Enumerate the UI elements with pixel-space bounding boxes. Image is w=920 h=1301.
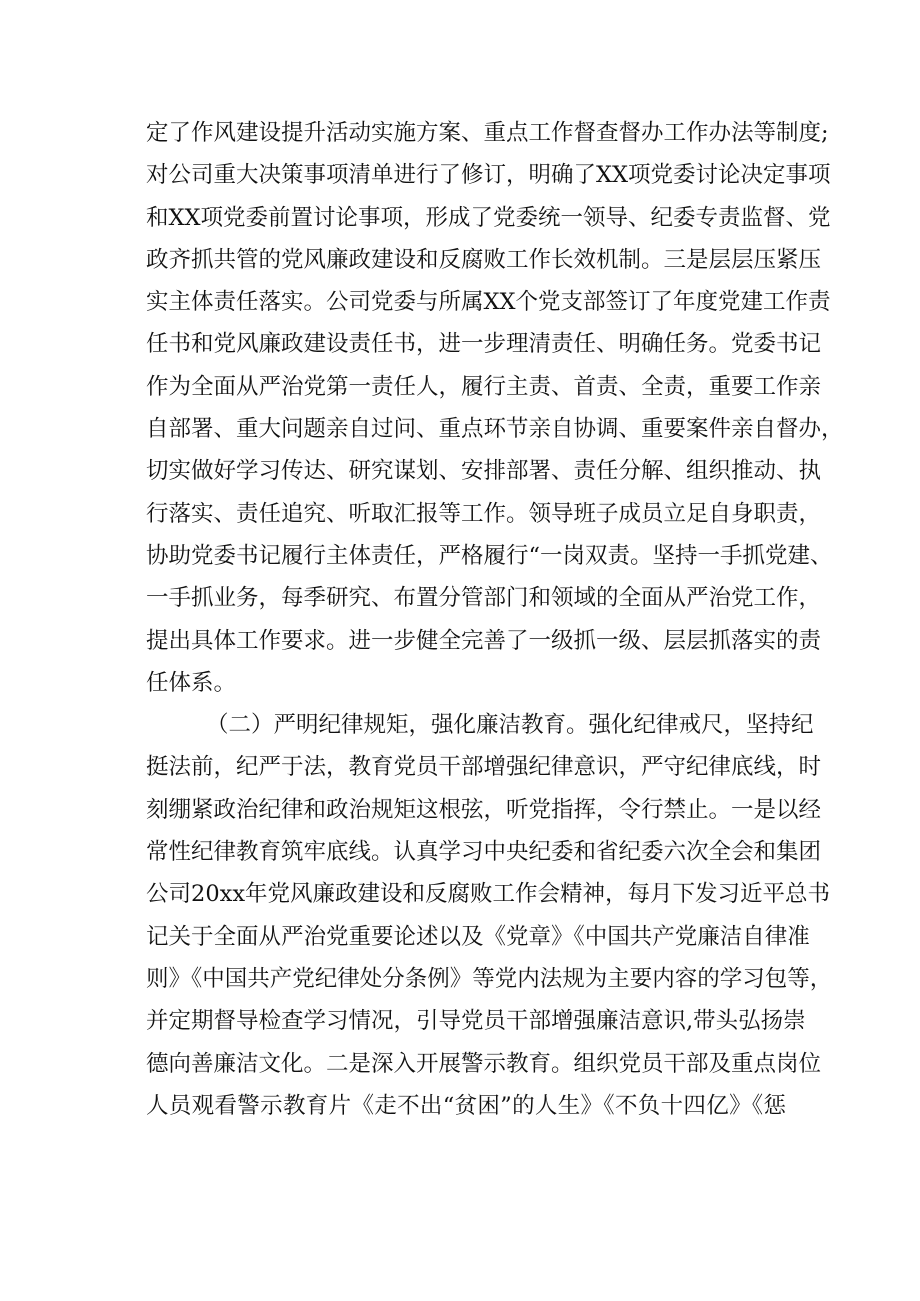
text-line: 公司20xx年党风廉政建设和反腐败工作会精神，每月下发习近平总书 [146,881,831,908]
document-body [146,112,844,1127]
paragraph-1 [146,112,844,704]
text-line: 对公司重大决策事项清单进行了修订，明确了XX项党委讨论决定事项 [146,162,831,189]
text-line: 刻绷紧政治纪律和政治规矩这根弦，听党指挥，令行禁止。一是以经 [146,796,822,823]
text-line: 任体系。 [146,669,237,696]
text-line: 德向善廉洁文化。二是深入开展警示教育。组织党员干部及重点岗位 [146,1050,822,1077]
text-line: 定了作风建设提升活动实施方案、重点工作督查督办工作办法等制度; [146,120,829,146]
text-line: 自部署、重大问题亲自过问、重点环节亲自协调、重要案件亲自督办， [146,416,844,443]
text-line: 协助党委书记履行主体责任，严格履行“一岗双责。坚持一手抓党建、 [146,542,833,569]
text-line: 实主体责任落实。公司党委与所属XX个党支部签订了年度党建工作责 [146,289,831,316]
text-line: 和XX项党委前置讨论事项，形成了党委统一领导、纪委专责监督、党 [146,204,831,231]
text-line: 人员观看警示教育片《走不出“贫困”的人生》《不负十四亿》《惩 [146,1092,786,1119]
text-line: 切实做好学习传达、研究谋划、安排部署、责任分解、组织推动、执 [146,458,822,485]
paragraph-2 [146,704,833,1127]
text-line: 行落实、责任追究、听取汇报等工作。领导班子成员立足自身职责， [146,500,822,527]
text-line: 挺法前，纪严于法，教育党员干部增强纪律意识，严守纪律底线，时 [146,754,822,781]
text-line: 则》《中国共产党纪律处分条例》等党内法规为主要内容的学习包等， [146,965,833,992]
text-line: 作为全面从严治党第一责任人，履行主责、首责、全责，重要工作亲 [146,373,822,400]
text-line: 记关于全面从严治党重要论述以及《党章》《中国共产党廉洁自律准 [146,923,810,950]
text-line: 政齐抓共管的党风廉政建设和反腐败工作长效机制。三是层层压紧压 [146,246,822,273]
text-line: 提出具体工作要求。进一步健全完善了一级抓一级、层层抓落实的责 [146,627,822,654]
text-line: 任书和党风廉政建设责任书，进一步理清责任、明确任务。党委书记 [146,331,822,358]
text-line: （二）严明纪律规矩，强化廉洁教育。强化纪律戒尺，坚持纪 [206,712,814,739]
text-line: 常性纪律教育筑牢底线。认真学习中央纪委和省纪委六次全会和集团 [146,839,822,866]
text-line: 一手抓业务，每季研究、布置分管部门和领域的全面从严治党工作， [146,585,822,612]
text-line: 并定期督导检查学习情况，引导党员干部增强廉洁意识,带头弘扬崇 [146,1008,806,1035]
